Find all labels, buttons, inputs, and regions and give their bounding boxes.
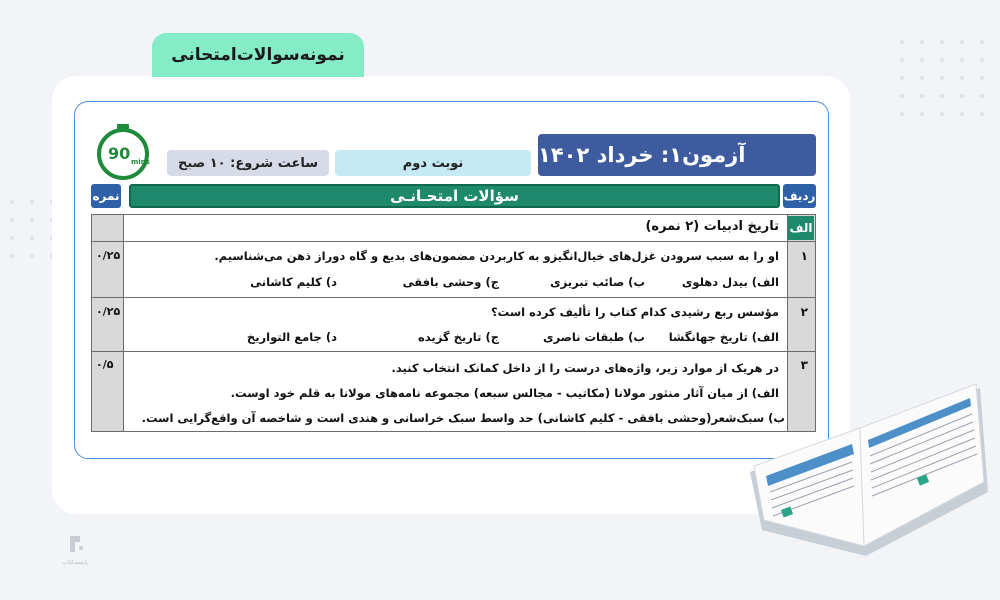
radif-header: ردیف xyxy=(783,184,816,208)
option-a: الف) تاریخ جهانگشا xyxy=(668,330,779,344)
question-line: الف) از میان آثار منثور مولانا (مکاتیب - مجالس سبعه) مجموعه نامه‌های مولانا به قلم خود اوست. xyxy=(230,386,779,400)
grade-header: نمره xyxy=(91,184,121,208)
section-header: سؤالات امتحـانـی xyxy=(129,184,780,208)
score-column xyxy=(92,215,124,431)
option-b: ب) طبقات ناصری xyxy=(543,330,645,344)
question-text: او را به سبب سرودن غزل‌های خیال‌انگیزو به کاربردن مضمون‌های بدیع و گاه دوراز ذهن می‌شناسیم. xyxy=(214,249,779,263)
row-divider xyxy=(92,297,815,298)
question-score: ۰/۵ xyxy=(96,358,114,371)
stopwatch-icon xyxy=(90,122,156,182)
brand-mark-icon xyxy=(64,532,86,556)
option-d: د) جامع التواریخ xyxy=(246,330,337,344)
brand-name: پاپتینه‌کتاب xyxy=(62,559,88,566)
question-number: ۳ xyxy=(800,358,808,372)
question-table xyxy=(91,214,816,432)
option-c: ج) وحشی بافقی xyxy=(402,275,499,289)
question-number: ۲ xyxy=(800,305,808,319)
question-text: مؤسس ربع رشیدی کدام کتاب را تألیف کرده است؟ xyxy=(490,305,779,319)
exam-title: آزمون۱: خرداد ۱۴۰۲ xyxy=(538,134,816,176)
question-score: ۰/۲۵ xyxy=(96,249,121,262)
banner-label: نمونه‌سوالات‌امتحانی xyxy=(152,33,364,77)
section-letter: الف xyxy=(788,216,814,240)
question-score: ۰/۲۵ xyxy=(96,305,121,318)
row-divider xyxy=(92,241,815,242)
option-c: ج) تاریخ گزیده xyxy=(417,330,499,344)
question-text: در هریک از موارد زیر، واژه‌های درست را از داخل کمانک انتخاب کنید. xyxy=(391,361,779,375)
timer-unit: mins xyxy=(131,158,150,166)
row-divider xyxy=(92,351,815,352)
section-title: تاریخ ادبیات (۲ نمره) xyxy=(645,219,779,234)
timer-value: 90 xyxy=(108,144,131,163)
decorative-dots-top-right xyxy=(900,40,986,116)
question-line: ب) سبک‌شعر(وحشی بافقی - کلیم کاشانی) حد واسط سبک خراسانی و هندی است و شاخصه آن واقع‌گرایی است. xyxy=(141,411,785,425)
question-number: ۱ xyxy=(800,249,808,263)
open-book-image xyxy=(742,380,992,558)
start-time-pill: ساعت شروع: ۱۰ صبح xyxy=(167,150,329,176)
brand-logo xyxy=(60,532,90,572)
option-b: ب) صائب تبریزی xyxy=(550,275,645,289)
option-d: د) کلیم کاشانی xyxy=(250,275,337,289)
option-a: الف) بیدل دهلوی xyxy=(681,275,779,289)
shift-pill: نوبت دوم xyxy=(335,150,531,176)
